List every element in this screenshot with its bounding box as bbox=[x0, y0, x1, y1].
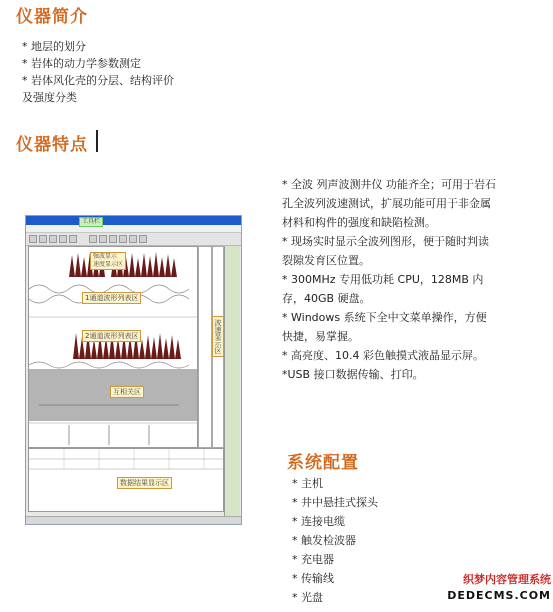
zone-label-correlation: 互相关区 bbox=[110, 386, 144, 398]
side-control-panel bbox=[224, 246, 240, 516]
zone-label-velocity: 波速显示区 bbox=[212, 316, 224, 357]
toolbar-button bbox=[119, 235, 127, 243]
zone-label-channel-2: 2通道波形列表区 bbox=[82, 330, 141, 342]
toolbar-button bbox=[89, 235, 97, 243]
config-item: * 主机 bbox=[292, 477, 323, 490]
toolbar-button bbox=[109, 235, 117, 243]
text-cursor bbox=[96, 130, 98, 152]
depth-panel bbox=[198, 246, 212, 448]
intro-item: * 岩体风化壳的分层、结构评价 bbox=[22, 74, 174, 87]
feature-paragraph: * 现场实时显示全波列图形，便于随时判读裂隙发育区位置。 bbox=[282, 235, 489, 267]
config-item: * 连接电缆 bbox=[292, 515, 345, 528]
window-titlebar bbox=[26, 216, 241, 225]
zone-label-waveform-display: 强波显示 速度显示区 bbox=[90, 252, 126, 270]
config-list bbox=[292, 474, 378, 607]
intro-item: * 岩体的动力学参数测定 bbox=[22, 57, 141, 70]
result-table-area bbox=[28, 448, 224, 512]
zone-label-results: 数据结果显示区 bbox=[117, 477, 172, 489]
intro-heading: 仪器简介 bbox=[16, 7, 88, 27]
waveform-graphic bbox=[29, 247, 197, 447]
watermark-line-2: DEDECMS.COM bbox=[447, 589, 551, 602]
feature-paragraph: * 高亮度、10.4 彩色触摸式液晶显示屏。 bbox=[282, 349, 484, 362]
window-toolbar bbox=[26, 233, 241, 246]
features-text bbox=[282, 175, 497, 384]
config-item: * 充电器 bbox=[292, 553, 334, 566]
toolbar-button bbox=[99, 235, 107, 243]
waveform-plot bbox=[28, 246, 198, 448]
config-heading: 系统配置 bbox=[287, 453, 359, 473]
feature-paragraph: * 300MHz 专用低功耗 CPU，128MB 内存，40GB 硬盘。 bbox=[282, 273, 484, 305]
toolbar-button bbox=[29, 235, 37, 243]
config-item: * 传输线 bbox=[292, 572, 334, 585]
toolbar-button bbox=[59, 235, 67, 243]
toolbar-button bbox=[139, 235, 147, 243]
config-item: * 触发检波器 bbox=[292, 534, 356, 547]
feature-paragraph: * Windows 系统下全中文菜单操作，方便快捷，易掌握。 bbox=[282, 311, 487, 343]
intro-item: * 地层的划分 bbox=[22, 40, 86, 53]
intro-item: 及强度分类 bbox=[22, 91, 77, 104]
watermark-line-1: 织梦内容管理系统 bbox=[463, 573, 551, 586]
window-menubar bbox=[26, 225, 241, 233]
toolbar-callout: 工具栏 bbox=[79, 217, 103, 227]
config-item: * 井中悬挂式探头 bbox=[292, 496, 378, 509]
toolbar-button bbox=[69, 235, 77, 243]
toolbar-button bbox=[49, 235, 57, 243]
config-item: * 光盘 bbox=[292, 591, 323, 604]
toolbar-button bbox=[39, 235, 47, 243]
zone-label-channel-1: 1通道波形列表区 bbox=[82, 292, 141, 304]
feature-paragraph: * 全波 列声波测井仪 功能齐全；可用于岩石孔全波列波速测试，扩展功能可用于非金属材料和构件的强度和缺陷检测。 bbox=[282, 178, 496, 229]
intro-list bbox=[22, 38, 252, 106]
feature-paragraph: *USB 接口数据传输、打印。 bbox=[282, 368, 424, 381]
features-heading: 仪器特点 bbox=[16, 135, 88, 155]
status-bar bbox=[26, 516, 241, 524]
software-screenshot bbox=[25, 215, 242, 525]
toolbar-button bbox=[129, 235, 137, 243]
site-watermark bbox=[431, 572, 551, 604]
